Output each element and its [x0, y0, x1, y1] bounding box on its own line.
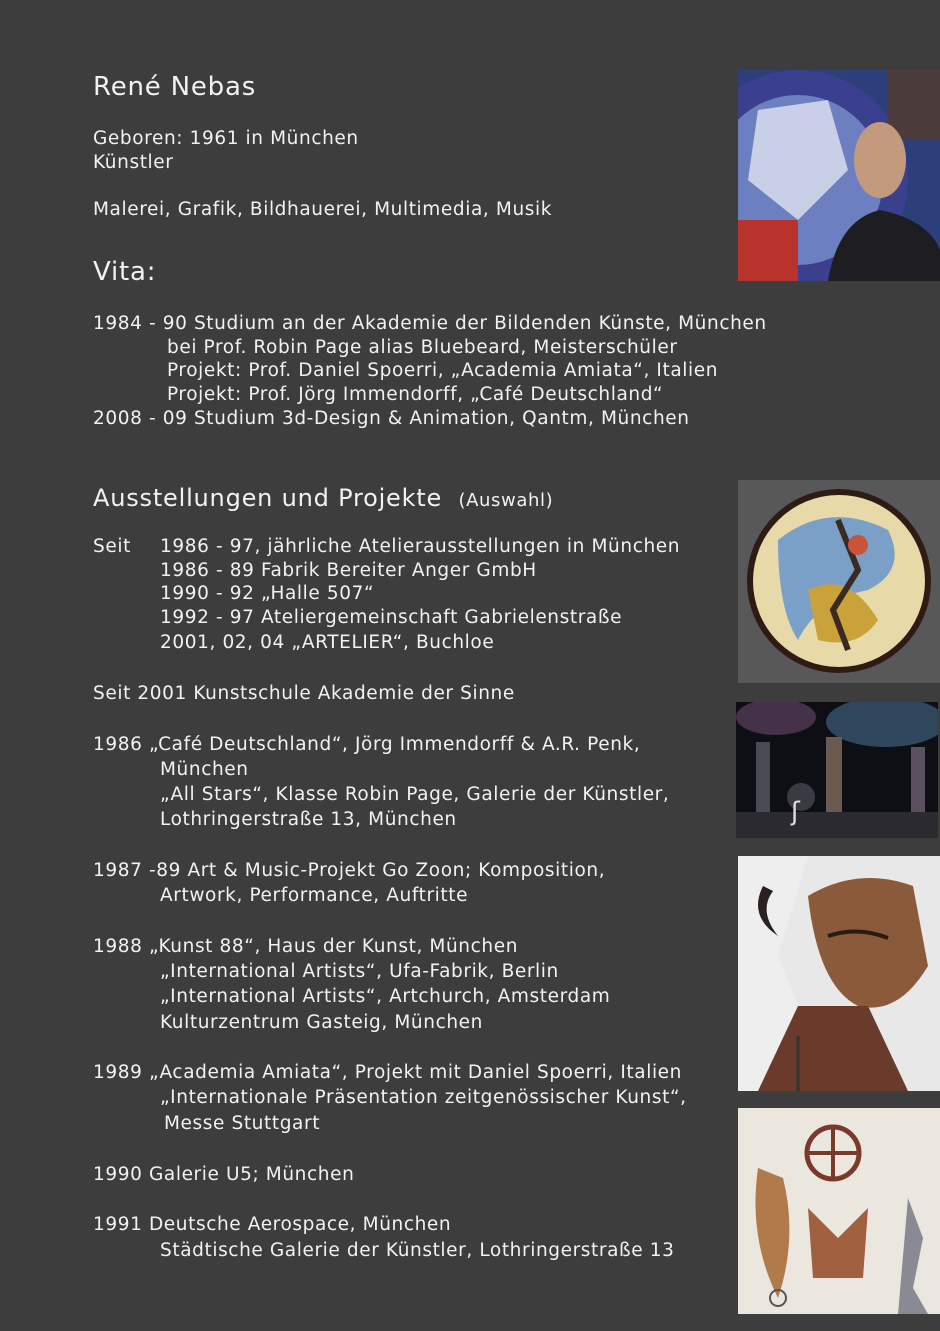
symbol-painting-image	[738, 1108, 940, 1314]
vita-line: bei Prof. Robin Page alias Bluebeard, Meisterschüler	[167, 337, 678, 358]
entry-1988: Kulturzentrum Gasteig, München	[160, 1012, 483, 1033]
seit-line: 1990 - 92 „Halle 507“	[160, 583, 375, 604]
entry-1987: 1987 -89 Art & Music-Projekt Go Zoon; Komposition,	[93, 860, 606, 881]
exhibitions-title: Ausstellungen und Projekte	[93, 484, 443, 512]
entry-1986: Lothringerstraße 13, München	[160, 809, 457, 830]
vita-line: 2008 - 09 Studium 3d-Design & Animation, Qantm, München	[93, 408, 690, 429]
entry-1988: „International Artists“, Artchurch, Amsterdam	[160, 986, 611, 1007]
seit-line: 2001, 02, 04 „ARTELIER“, Buchloe	[160, 632, 495, 653]
vita-line: Projekt: Prof. Jörg Immendorff, „Café Deutschland“	[167, 384, 664, 405]
entry-1991: 1991 Deutsche Aerospace, München	[93, 1214, 452, 1235]
svg-text:ʃ: ʃ	[791, 797, 800, 827]
disciplines: Malerei, Grafik, Bildhauerei, Multimedia, Musik	[93, 199, 553, 220]
face-painting-image	[738, 856, 940, 1091]
vita-heading: Vita:	[93, 257, 157, 287]
seit-line: 1986 - 97, jährliche Atelierausstellungen in München	[160, 536, 681, 557]
entry-1991: Städtische Galerie der Künstler, Lothringerstraße 13	[160, 1240, 675, 1261]
exhibitions-heading	[93, 482, 553, 517]
entry-1990: 1990 Galerie U5; München	[93, 1164, 355, 1185]
birth-info: Geboren: 1961 in München	[93, 128, 359, 149]
entry-1986: 1986 „Café Deutschland“, Jörg Immendorff & A.R. Penk,	[93, 734, 641, 755]
vita-line: Projekt: Prof. Daniel Spoerri, „Academia Amiata“, Italien	[167, 360, 719, 381]
profession: Künstler	[93, 152, 174, 173]
seit-label: Seit	[93, 536, 131, 557]
vita-line: 1984 - 90 Studium an der Akademie der Bildenden Künste, München	[93, 313, 767, 334]
seit-line: 1992 - 97 Ateliergemeinschaft Gabrielenstraße	[160, 607, 623, 628]
entry-1986: „All Stars“, Klasse Robin Page, Galerie der Künstler,	[160, 784, 670, 805]
entry-1988: 1988 „Kunst 88“, Haus der Kunst, München	[93, 936, 519, 957]
entry-1988: „International Artists“, Ufa-Fabrik, Berlin	[160, 961, 559, 982]
kunstschule-line: Seit 2001 Kunstschule Akademie der Sinne	[93, 683, 515, 704]
artist-portrait-image	[738, 70, 940, 281]
entry-1989: „Internationale Präsentation zeitgenössischer Kunst“,	[160, 1087, 687, 1108]
concert-photo-image	[736, 702, 938, 838]
entry-1987: Artwork, Performance, Auftritte	[160, 885, 469, 906]
artist-name: René Nebas	[93, 72, 257, 102]
entry-1989: 1989 „Academia Amiata“, Projekt mit Daniel Spoerri, Italien	[93, 1062, 682, 1083]
entry-1989: Messe Stuttgart	[164, 1113, 321, 1134]
circular-painting-image	[738, 480, 940, 683]
exhibitions-subtitle: (Auswahl)	[458, 490, 554, 511]
seit-line: 1986 - 89 Fabrik Bereiter Anger GmbH	[160, 560, 537, 581]
entry-1986: München	[160, 759, 249, 780]
